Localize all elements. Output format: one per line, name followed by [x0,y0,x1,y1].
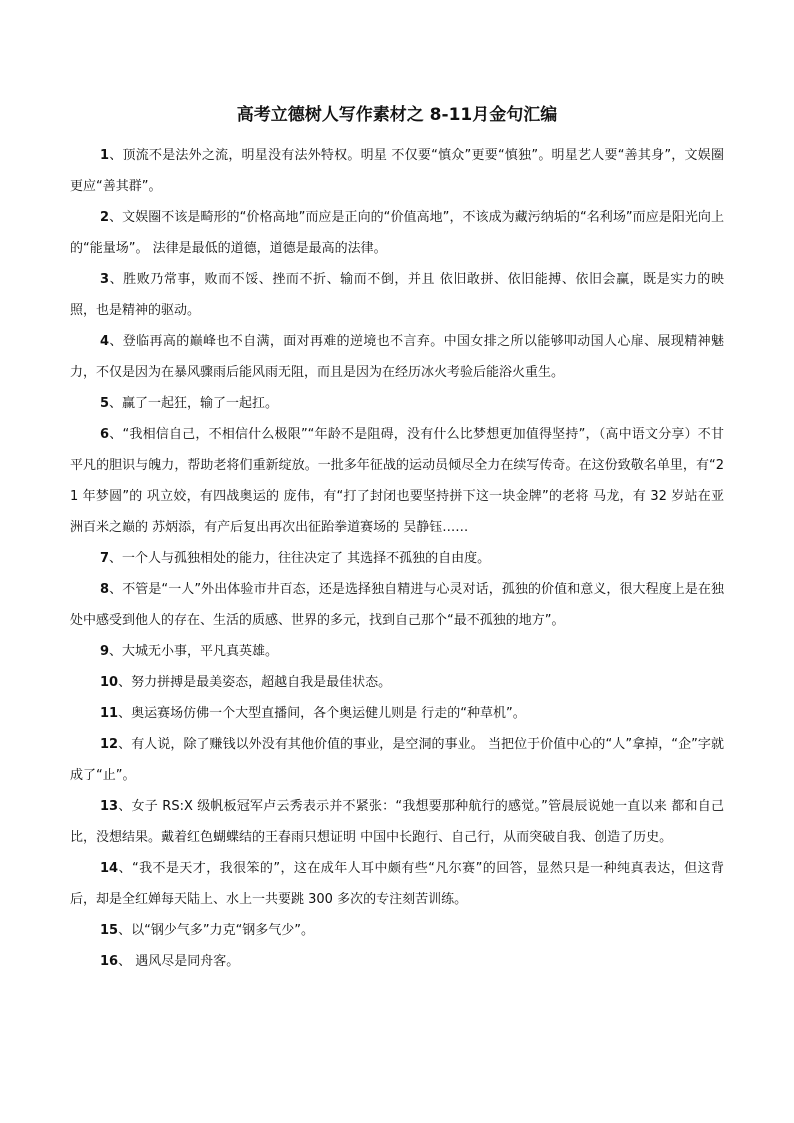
quote-text: 、女子 RS:X 级帆板冠军卢云秀表示并不紧张：“我想要那种航行的感觉。”管晨辰说她一直以来 都和自己比，没想结果。戴着红色蝴蝶结的王春雨只想证明 中国中长跑行、自己行，从而突破自我、创造了历史。 [70,799,724,845]
quote-number: 16 [100,954,119,969]
quote-number: 3 [100,272,110,287]
quote-text: 、以“钢少气多”力克“钢多气少”。 [118,923,315,938]
quote-item [70,946,724,977]
quote-text: 、奥运赛场仿佛一个大型直播间，各个奥运健儿则是 行走的“种草机”。 [118,706,526,721]
quote-item [70,853,724,915]
quote-text: 、赢了一起狂，输了一起扛。 [109,396,279,411]
quote-text: 、“我不是天才，我很笨的”，这在成年人耳中颇有些“凡尔赛”的回答，显然只是一种纯真表达，但这背后，却是全红婵每天陆上、水上一共要跳 300 多次的专注刻苦训练。 [70,861,724,907]
quote-number: 6 [100,427,110,442]
quote-item [70,326,724,388]
quote-number: 1 [100,148,110,163]
quote-list [70,140,724,977]
quote-text: 、一个人与孤独相处的能力，往往决定了 其选择不孤独的自由度。 [109,551,491,566]
quote-item [70,202,724,264]
quote-number: 10 [100,675,119,690]
quote-text: 、顶流不是法外之流，明星没有法外特权。明星 不仅要“慎众”更要“慎独”。明星艺人要“善其身”，文娱圈更应“善其群”。 [70,148,724,194]
quote-text: 、“我相信自己，不相信什么极限”“年龄不是阻碍，没有什么比梦想更加值得坚持”，（高中语文分享）不甘平凡的胆识与魄力，帮助老将们重新绽放。一批多年征战的运动员倾尽全力在续写传奇。在这份致敬名单里，有“21 年梦圆”的 巩立姣，有四战奥运的 庞伟，有“打了封闭也要坚持拼下这一块金牌”的老将 马龙，有 32 岁站在亚洲百米之巅的 苏炳添，有产后复出再次出征跆拳道赛场的 吴静钰…… [70,427,724,535]
quote-item [70,729,724,791]
quote-item [70,264,724,326]
quote-item [70,667,724,698]
quote-text: 、大城无小事，平凡真英雄。 [109,644,279,659]
quote-number: 2 [100,210,110,225]
quote-number: 14 [100,861,119,876]
quote-number: 11 [100,706,119,721]
quote-item [70,388,724,419]
quote-item [70,636,724,667]
quote-item [70,791,724,853]
quote-text: 、胜败乃常事，败而不馁、挫而不折、输而不倒，并且 依旧敢拼、依旧能搏、依旧会赢，既是实力的映照，也是精神的驱动。 [70,272,724,318]
quote-number: 13 [100,799,119,814]
quote-text: 、有人说，除了赚钱以外没有其他价值的事业，是空洞的事业。 当把位于价值中心的“人”拿掉，“企”字就成了“止”。 [70,737,724,783]
quote-item [70,698,724,729]
quote-number: 4 [100,334,110,349]
quote-text: 、文娱圈不该是畸形的“价格高地”而应是正向的“价值高地”，不该成为藏污纳垢的“名利场”而应是阳光向上的“能量场”。 法律是最低的道德，道德是最高的法律。 [70,210,724,256]
quote-number: 5 [100,396,110,411]
quote-item [70,915,724,946]
quote-number: 7 [100,551,110,566]
quote-text: 、努力拼搏是最美姿态，超越自我是最佳状态。 [118,675,392,690]
quote-number: 9 [100,644,110,659]
quote-item [70,574,724,636]
quote-number: 12 [100,737,119,752]
document-title: 高考立德树人写作素材之 8-11月金句汇编 [236,105,558,125]
quote-number: 15 [100,923,119,938]
quote-number: 8 [100,582,110,597]
quote-item [70,140,724,202]
quote-item [70,543,724,574]
quote-item [70,419,724,543]
quote-text: 、登临再高的巅峰也不自满，面对再难的逆境也不言弃。中国女排之所以能够叩动国人心扉、展现精神魅力，不仅是因为在暴风骤雨后能风雨无阻，而且是因为在经历冰火考验后能浴火重生。 [70,334,724,380]
quote-text: 、不管是“一人”外出体验市井百态，还是选择独自精进与心灵对话，孤独的价值和意义，很大程度上是在独处中感受到他人的存在、生活的质感、世界的多元，找到自己那个“最不孤独的地方”。 [70,582,724,628]
quote-text: 、 遇风尽是同舟客。 [118,954,240,969]
